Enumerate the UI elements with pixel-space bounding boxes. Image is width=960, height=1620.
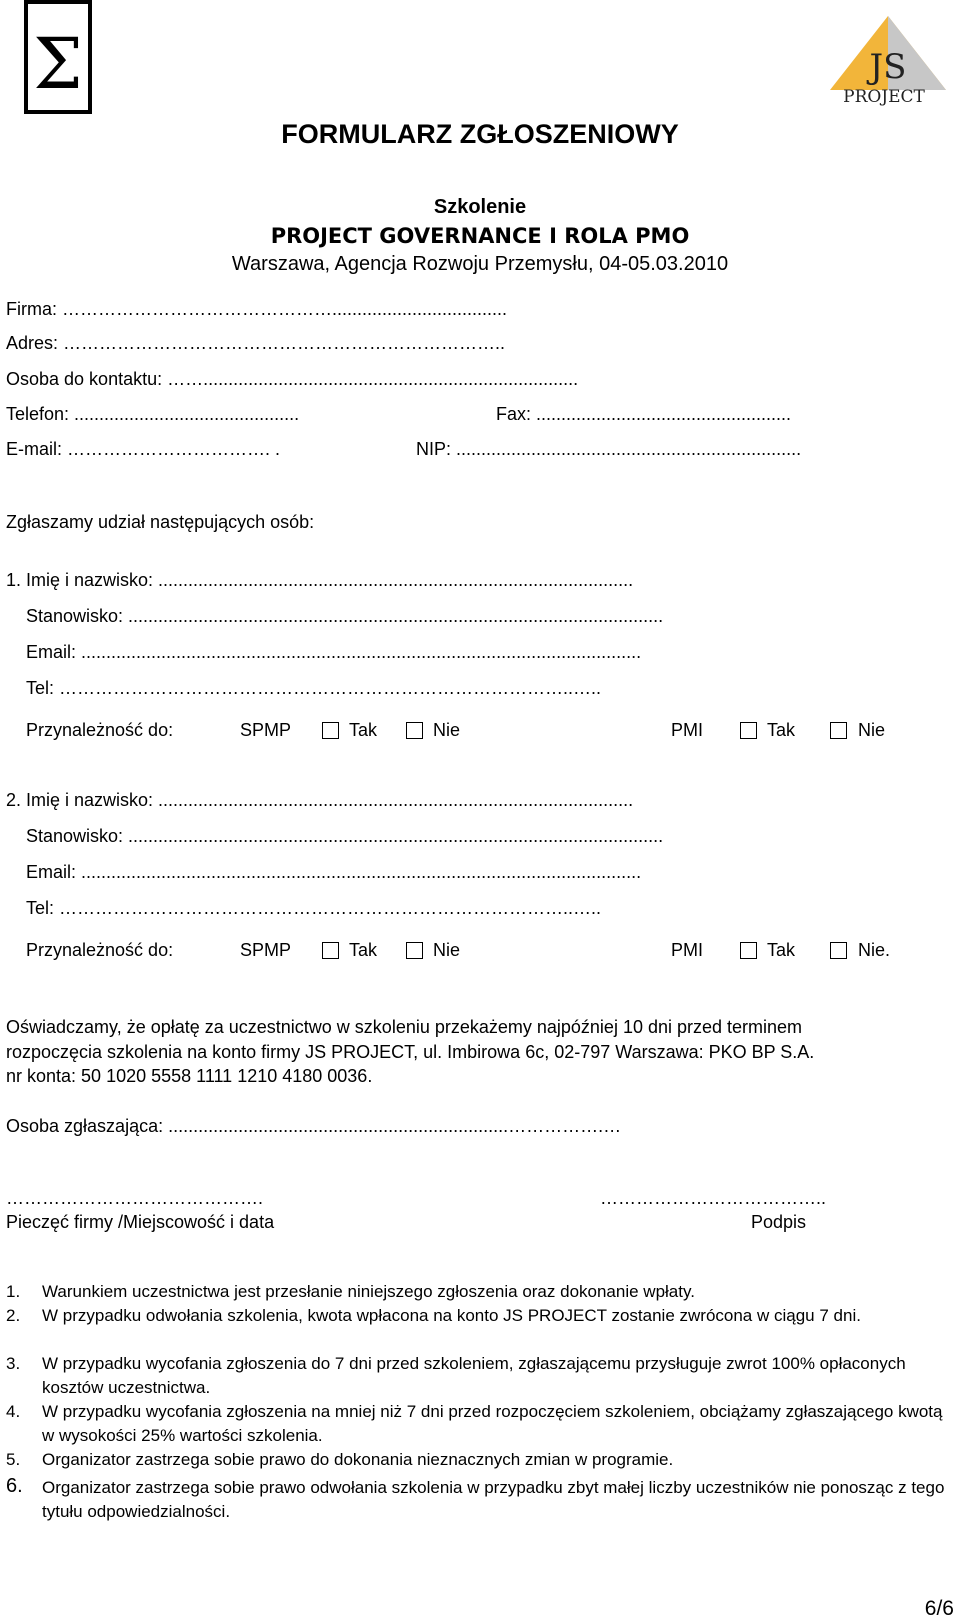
- participant-2-spmp-tak-checkbox[interactable]: [322, 942, 339, 959]
- svg-text:PROJECT: PROJECT: [843, 87, 925, 106]
- company-address-field[interactable]: Adres: ………………………………………………………………..: [6, 333, 506, 353]
- participant-2-spmp-nie-checkbox[interactable]: [406, 942, 423, 959]
- training-name: PROJECT GOVERNANCE I ROLA PMO: [270, 224, 690, 248]
- note-text: W przypadku odwołania szkolenia, kwota wpłacona na konto JS PROJECT zostanie zwrócona w ciągu 7 dni.: [42, 1306, 861, 1325]
- page-number: 6/6: [924, 1597, 954, 1620]
- note-number: 2.: [6, 1306, 21, 1325]
- participant-2-position-field[interactable]: Stanowisko: ...........................................................................................................: [26, 826, 664, 846]
- contact-person-field[interactable]: Osoba do kontaktu: ……...........................................................................: [6, 369, 579, 389]
- signature-dots[interactable]: ………………………………..: [600, 1188, 827, 1208]
- participant-1-spmp-nie-label: Nie: [433, 720, 461, 740]
- note-number: 4.: [6, 1402, 21, 1421]
- participant-2-pmi-label: PMI: [671, 940, 704, 960]
- participant-1-spmp-tak-checkbox[interactable]: [322, 722, 339, 739]
- participant-2-pmi-tak-label: Tak: [767, 940, 796, 960]
- participant-2-pmi-nie-label: Nie.: [858, 940, 891, 960]
- stamp-label: Pieczęć firmy /Miejscowość i data: [6, 1212, 275, 1232]
- note-number: 6.: [6, 1475, 23, 1497]
- participant-2-spmp-label: SPMP: [240, 940, 292, 960]
- sigma-logo-icon: [24, 0, 96, 116]
- submitter-field[interactable]: Osoba zgłaszająca: ....................................................................…………….…: [6, 1116, 622, 1136]
- note-text: W przypadku wycofania zgłoszenia na mniej niż 7 dni przed rozpoczęciem szkoleniem, obciążamy zgłaszającego kwotą w wysokości 25% wartości szkolenia.: [42, 1402, 943, 1445]
- participant-1-name-field[interactable]: 1. Imię i nazwisko: ...............................................................................................: [6, 570, 634, 590]
- training-label: Szkolenie: [433, 196, 527, 218]
- participant-2-pmi-nie-checkbox[interactable]: [830, 942, 847, 959]
- declaration-line: Oświadczamy, że opłatę za uczestnictwo w szkoleniu przekażemy najpóźniej 10 dni przed terminem: [6, 1017, 803, 1037]
- participant-1-spmp-nie-checkbox[interactable]: [406, 722, 423, 739]
- note-text: Warunkiem uczestnictwa jest przesłanie niniejszego zgłoszenia oraz dokonanie wpłaty.: [42, 1282, 695, 1301]
- participant-2-spmp-tak-label: Tak: [349, 940, 378, 960]
- note-text: W przypadku wycofania zgłoszenia do 7 dni przed szkoleniem, zgłaszającemu przysługuje zwrot 100% opłaconych kosztów uczestnictwa.: [42, 1354, 906, 1397]
- form-title: FORMULARZ ZGŁOSZENIOWY: [281, 119, 679, 149]
- company-name-field[interactable]: Firma: ………………………………………...................................: [6, 299, 508, 319]
- participant-1-spmp-tak-label: Tak: [349, 720, 378, 740]
- participant-1-pmi-tak-label: Tak: [767, 720, 796, 740]
- participant-1-pmi-tak-checkbox[interactable]: [740, 722, 757, 739]
- participant-1-pmi-nie-label: Nie: [858, 720, 886, 740]
- phone-field[interactable]: Telefon: .............................................: [6, 404, 300, 424]
- js-project-logo-icon: [830, 14, 948, 106]
- declaration-line: rozpoczęcia szkolenia na konto firmy JS PROJECT, ul. Imbirowa 6c, 02-797 Warszawa: PKO BP S.A.: [6, 1042, 815, 1062]
- note-number: 3.: [6, 1354, 21, 1373]
- participant-2-name-field[interactable]: 2. Imię i nazwisko: ...............................................................................................: [6, 790, 634, 810]
- signature-label: Podpis: [751, 1212, 807, 1232]
- svg-text:Σ: Σ: [33, 23, 83, 105]
- participant-1-pmi-label: PMI: [671, 720, 704, 740]
- training-location-date: Warszawa, Agencja Rozwoju Przemysłu, 04-05.03.2010: [231, 253, 729, 275]
- declaration-line: nr konta: 50 1020 5558 1111 1210 4180 0036.: [6, 1066, 373, 1086]
- participant-1-spmp-label: SPMP: [240, 720, 292, 740]
- participant-1-tel-field[interactable]: Tel: …………………………………………………………………………..…..: [26, 678, 602, 698]
- note-number: 1.: [6, 1282, 21, 1301]
- participant-2-spmp-nie-label: Nie: [433, 940, 461, 960]
- svg-text:JS: JS: [869, 47, 907, 87]
- nip-field[interactable]: NIP: .....................................................................: [416, 439, 802, 459]
- fax-field[interactable]: Fax: ...................................................: [496, 404, 792, 424]
- participant-1-email-field[interactable]: Email: ................................................................................................................: [26, 642, 642, 662]
- participant-2-email-field[interactable]: Email: ................................................................................................................: [26, 862, 642, 882]
- participants-intro: Zgłaszamy udział następujących osób:: [6, 512, 315, 532]
- participant-2-tel-field[interactable]: Tel: …………………………………………………………………………..…..: [26, 898, 602, 918]
- participant-2-pmi-tak-checkbox[interactable]: [740, 942, 757, 959]
- participant-1-position-field[interactable]: Stanowisko: ...........................................................................................................: [26, 606, 664, 626]
- company-email-field[interactable]: E-mail: ……………………………. .: [6, 439, 281, 459]
- participant-1-membership-label: Przynależność do:: [26, 720, 174, 740]
- note-text: Organizator zastrzega sobie prawo odwołania szkolenia w przypadku zbyt małej liczby uczestników nie ponosząc z tego tytułu odpowiedzialności.: [42, 1478, 945, 1521]
- note-text: Organizator zastrzega sobie prawo do dokonania nieznacznych zmian w programie.: [42, 1450, 674, 1469]
- note-number: 5.: [6, 1450, 21, 1469]
- participant-1-pmi-nie-checkbox[interactable]: [830, 722, 847, 739]
- stamp-dots[interactable]: …………………………………….: [6, 1188, 264, 1208]
- participant-2-membership-label: Przynależność do:: [26, 940, 174, 960]
